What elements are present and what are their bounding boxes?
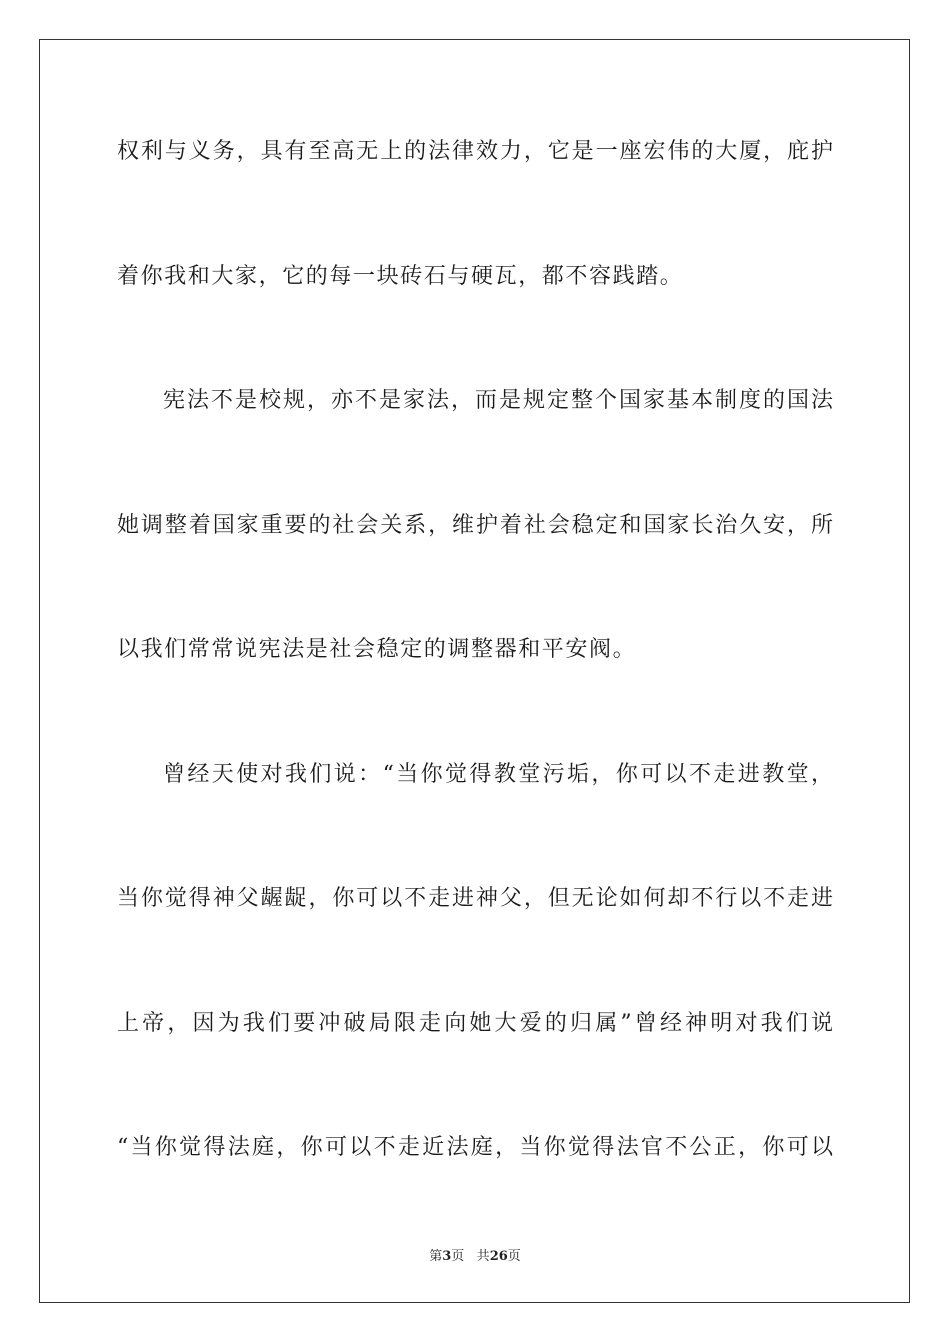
text-line: 权利与义务，具有至高无上的法律效力，它是一座宏伟的大厦，庇护 — [117, 139, 833, 164]
text-line: 上帝，因为我们要冲破局限走向她大爱的归属”曾经神明对我们说 — [117, 1011, 833, 1036]
text-line: 她调整着国家重要的社会关系，维护着社会稳定和国家长治久安，所 — [117, 513, 833, 538]
footer-page-prefix: 第 — [429, 1249, 443, 1264]
footer-page-suffix: 页 — [451, 1249, 465, 1264]
page-footer — [0, 1248, 950, 1266]
text-line: 当你觉得神父龌龊，你可以不走进神父，但无论如何却不行以不走进 — [117, 886, 833, 911]
text-line: 宪法不是校规，亦不是家法，而是规定整个国家基本制度的国法 — [163, 388, 833, 413]
footer-total-suffix: 页 — [507, 1249, 521, 1264]
text-line: 着你我和大家，它的每一块砖石与硬瓦，都不容践踏。 — [117, 264, 684, 289]
footer-total-pages: 26 — [489, 1249, 508, 1264]
footer-total-prefix: 共 — [476, 1249, 490, 1264]
footer-page-number: 3 — [442, 1249, 452, 1264]
text-line: 曾经天使对我们说：“当你觉得教堂污垢，你可以不走进教堂， — [163, 762, 833, 787]
text-line: 以我们常常说宪法是社会稳定的调整器和平安阀。 — [117, 637, 637, 662]
text-line: “当你觉得法庭，你可以不走近法庭，当你觉得法官不公正，你可以 — [117, 1135, 833, 1160]
page-border — [39, 39, 910, 1303]
